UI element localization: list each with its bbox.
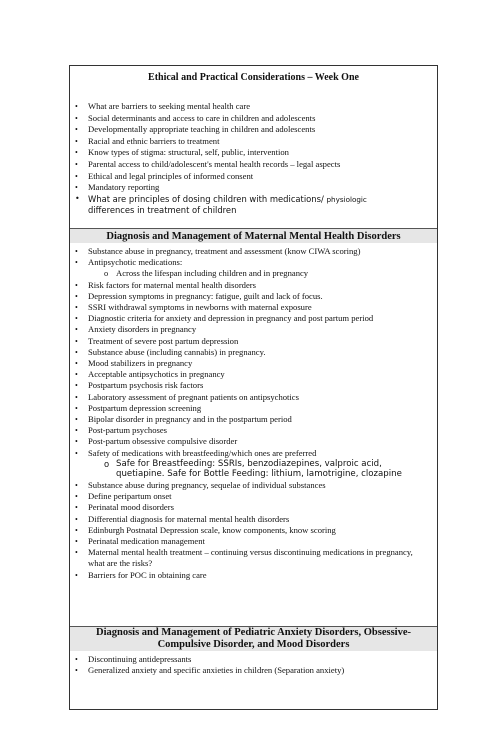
- list-item: • Mandatory reporting: [70, 182, 437, 194]
- list-item: • Post-partum psychoses: [70, 425, 437, 436]
- list-item: • Ethical and legal principles of informed consent: [70, 171, 437, 183]
- list-item: • Generalized anxiety and specific anxieties in children (Separation anxiety): [70, 665, 437, 676]
- sub-list-item: [70, 268, 437, 279]
- section-maternal-mental-health: [70, 228, 437, 689]
- list-item-text-small: physiologic: [326, 194, 367, 204]
- sub-list: [70, 459, 431, 480]
- sub-list-entry: o Across the lifespan including children and in pregnancy: [70, 268, 431, 279]
- list-item: • Substance abuse in pregnancy, treatment and assessment (know CIWA scoring): [70, 246, 437, 257]
- list-item: • Postpartum depression screening: [70, 403, 437, 414]
- list-item: • Perinatal mood disorders: [70, 502, 437, 513]
- sub-list-item: [70, 459, 437, 480]
- list-item: • Depression symptoms in pregnancy: fatigue, guilt and lack of focus.: [70, 291, 437, 302]
- list-item: • Know types of stigma: structural, self, public, intervention: [70, 147, 437, 159]
- section-pediatric-anxiety: [70, 626, 437, 711]
- list-item: • Mood stabilizers in pregnancy: [70, 358, 437, 369]
- list-item: • Maternal mental health treatment – continuing versus discontinuing medications in pregnancy, what are the risks?: [70, 547, 437, 569]
- section-title: Ethical and Practical Considerations – Week One: [148, 72, 359, 83]
- list-item: • Substance abuse during pregnancy, sequelae of individual substances: [70, 480, 437, 491]
- topic-list: [70, 246, 437, 581]
- list-item-text-cont: differences in treatment of children: [88, 205, 237, 216]
- list-item: • Developmentally appropriate teaching in children and adolescents: [70, 124, 437, 136]
- list-item: • Antipsychotic medications:: [70, 257, 437, 268]
- topics-table: [69, 65, 438, 710]
- topic-list: [70, 654, 437, 676]
- list-item-text: What are principles of dosing children with medications/: [88, 193, 327, 204]
- list-item: • Barriers for POC in obtaining care: [70, 570, 437, 581]
- list-item: • Edinburgh Postnatal Depression scale, know components, know scoring: [70, 525, 437, 536]
- list-item: • Bipolar disorder in pregnancy and in the postpartum period: [70, 414, 437, 425]
- sub-list: [70, 268, 431, 279]
- list-item: • Parental access to child/adolescent's mental health records – legal aspects: [70, 159, 437, 171]
- list-item: • Anxiety disorders in pregnancy: [70, 324, 437, 335]
- list-item: • Social determinants and access to care in children and adolescents: [70, 113, 437, 125]
- section-title: Diagnosis and Management of Pediatric Anxiety Disorders, Obsessive-Compulsive Disorder, and Mood Disorders: [70, 627, 437, 651]
- list-item: • Substance abuse (including cannabis) in pregnancy.: [70, 347, 437, 358]
- list-item: • Define peripartum onset: [70, 491, 437, 502]
- list-item: • Racial and ethnic barriers to treatment: [70, 136, 437, 148]
- list-item: • Differential diagnosis for maternal mental health disorders: [70, 514, 437, 525]
- list-item: • SSRI withdrawal symptoms in newborns with maternal exposure: [70, 302, 437, 313]
- list-item: • Acceptable antipsychotics in pregnancy: [70, 369, 437, 380]
- list-item: • Laboratory assessment of pregnant patients on antipsychotics: [70, 392, 437, 403]
- list-item: • Perinatal medication management: [70, 536, 437, 547]
- section-ethical-considerations: [70, 66, 437, 228]
- list-item: • Postpartum psychosis risk factors: [70, 380, 437, 391]
- list-item: • Diagnostic criteria for anxiety and depression in pregnancy and post partum period: [70, 313, 437, 324]
- topic-list: [70, 101, 437, 216]
- list-item: • Treatment of severe post partum depression: [70, 336, 437, 347]
- list-item: • Safety of medications with breastfeeding/which ones are preferred: [70, 448, 437, 459]
- list-item: • Discontinuing antidepressants: [70, 654, 437, 665]
- section-title: Diagnosis and Management of Maternal Mental Health Disorders: [70, 229, 437, 243]
- list-item: [70, 194, 437, 216]
- list-item: • Risk factors for maternal mental health disorders: [70, 280, 437, 291]
- list-item: • What are barriers to seeking mental health care: [70, 101, 437, 113]
- sub-list-entry: o Safe for Breastfeeding: SSRIs, benzodiazepines, valproic acid, quetiapine. Safe for Bottle Feeding: lithium, lamotrigine, clozapine: [70, 459, 431, 480]
- list-item: • Post-partum obsessive compulsive disorder: [70, 436, 437, 447]
